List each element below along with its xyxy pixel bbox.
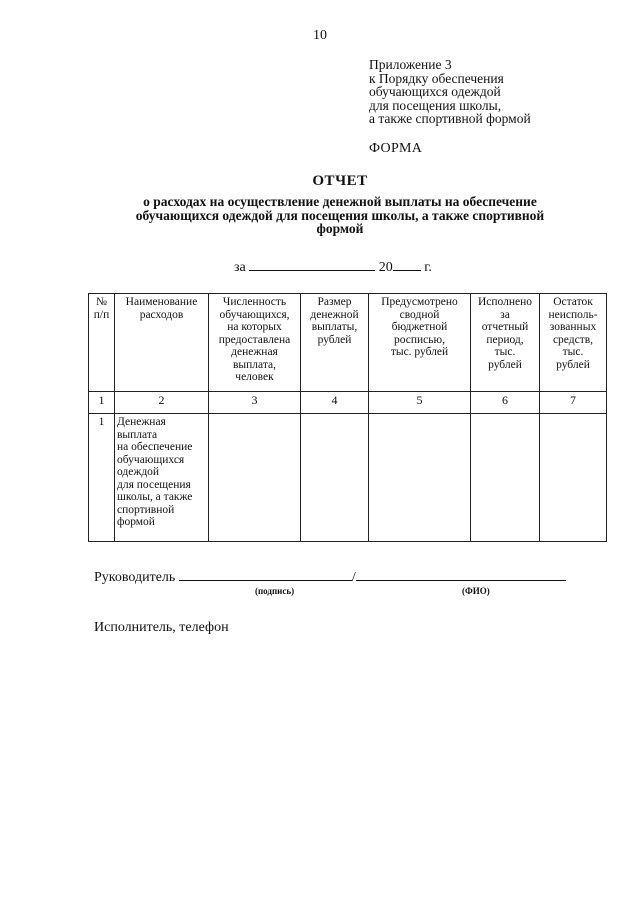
report-subtitle-line: формой — [316, 221, 364, 236]
name-blank — [356, 568, 566, 581]
empty-cell — [369, 414, 471, 542]
cell-line: школы, а также — [117, 491, 193, 503]
period-year: 20 — [378, 260, 393, 275]
period-suffix: г. — [424, 260, 432, 275]
report-subtitle — [105, 195, 575, 236]
cell-line: неисполь- — [548, 308, 598, 321]
cell-line: для посещения — [117, 478, 191, 491]
column-number: 3 — [209, 392, 301, 414]
header-cell — [115, 294, 209, 392]
cell-line: тыс. — [494, 346, 516, 358]
row-name-cell — [115, 414, 209, 542]
row-number: 1 — [89, 414, 115, 542]
signature-blank — [179, 568, 352, 581]
appendix-line: для посещения школы, — [369, 97, 502, 113]
name-caption: (ФИО) — [462, 586, 490, 596]
signature-separator: / — [351, 570, 356, 585]
header-cell — [540, 294, 607, 392]
signature-caption: (подпись) — [255, 586, 295, 596]
cell-line: обучающихся, — [219, 308, 290, 321]
column-number: 7 — [540, 392, 607, 414]
header-cell — [89, 294, 115, 392]
cell-line: бюджетной — [391, 321, 448, 333]
cell-line: за — [500, 308, 510, 321]
column-number: 4 — [301, 392, 369, 414]
cell-line: рублей — [556, 358, 590, 371]
appendix-line: Приложение 3 — [369, 57, 452, 72]
table-row — [89, 414, 607, 542]
header-cell — [301, 294, 369, 392]
cell-line: зованных — [549, 321, 597, 333]
cell-line: одеждой — [117, 466, 160, 478]
cell-line: росписью, — [393, 333, 445, 346]
cell-line: Исполнено — [477, 296, 533, 308]
appendix-line: обучающихся одеждой — [369, 84, 501, 99]
column-number-row — [89, 392, 607, 414]
appendix-line: к Порядку обеспечения — [369, 70, 504, 86]
empty-cell — [540, 414, 607, 542]
head-label: Руководитель — [94, 570, 176, 585]
appendix-note — [369, 58, 531, 126]
header-cell — [209, 294, 301, 392]
column-number: 6 — [471, 392, 540, 414]
cell-line: рублей — [317, 333, 352, 346]
cell-line: № — [96, 296, 107, 308]
cell-line: человек — [235, 371, 274, 383]
cell-line: п/п — [93, 308, 110, 321]
header-cell — [471, 294, 540, 392]
column-number: 2 — [115, 392, 209, 414]
cell-line: Предусмотрено — [381, 296, 458, 308]
cell-line: выплата, — [232, 358, 276, 371]
appendix-line: а также спортивной формой — [369, 111, 531, 126]
signature-line — [94, 568, 566, 586]
cell-line: обучающихся — [117, 453, 185, 466]
cell-line: Наименование — [125, 296, 198, 308]
cell-line: Численность — [222, 296, 287, 308]
cell-line: рублей — [488, 358, 522, 371]
cell-line: Остаток — [553, 296, 593, 308]
cell-line: денежной — [310, 308, 359, 321]
empty-cell — [471, 414, 540, 542]
form-label: ФОРМА — [369, 141, 423, 156]
cell-line: на обеспечение — [117, 441, 193, 453]
table-header-row — [89, 294, 607, 392]
cell-line: предоставлена — [218, 333, 291, 346]
cell-line: на которых — [227, 321, 282, 333]
cell-line: спортивной — [117, 503, 175, 516]
cell-line: выплата — [117, 428, 158, 441]
page-number: 10 — [313, 28, 327, 43]
cell-line: формой — [117, 516, 155, 528]
empty-cell — [301, 414, 369, 542]
header-cell — [369, 294, 471, 392]
period-prefix: за — [234, 260, 246, 275]
column-number: 1 — [89, 392, 115, 414]
cell-line: средств, — [552, 333, 594, 346]
year-blank — [393, 258, 421, 271]
empty-cell — [209, 414, 301, 542]
cell-line: Денежная — [117, 416, 166, 428]
cell-line: сводной — [399, 308, 440, 321]
cell-line: тыс. рублей — [390, 346, 449, 358]
period-blank — [249, 258, 375, 271]
cell-line: отчетный — [481, 321, 529, 333]
cell-line: денежная — [231, 346, 278, 358]
cell-line: расходов — [139, 308, 184, 321]
column-number: 5 — [369, 392, 471, 414]
executor-label: Исполнитель, телефон — [94, 620, 229, 635]
cell-line: период, — [486, 333, 524, 346]
report-subtitle-line: обучающихся одеждой для посещения школы, а также спортивной — [135, 207, 545, 223]
report-period — [234, 258, 432, 276]
report-title: ОТЧЕТ — [312, 173, 368, 189]
cell-line: Размер — [317, 296, 352, 308]
cell-line: выплаты, — [311, 321, 358, 333]
report-subtitle-line: о расходах на осуществление денежной выплаты на обеспечение — [143, 194, 537, 209]
report-table — [88, 293, 607, 542]
cell-line: тыс. — [562, 346, 584, 358]
